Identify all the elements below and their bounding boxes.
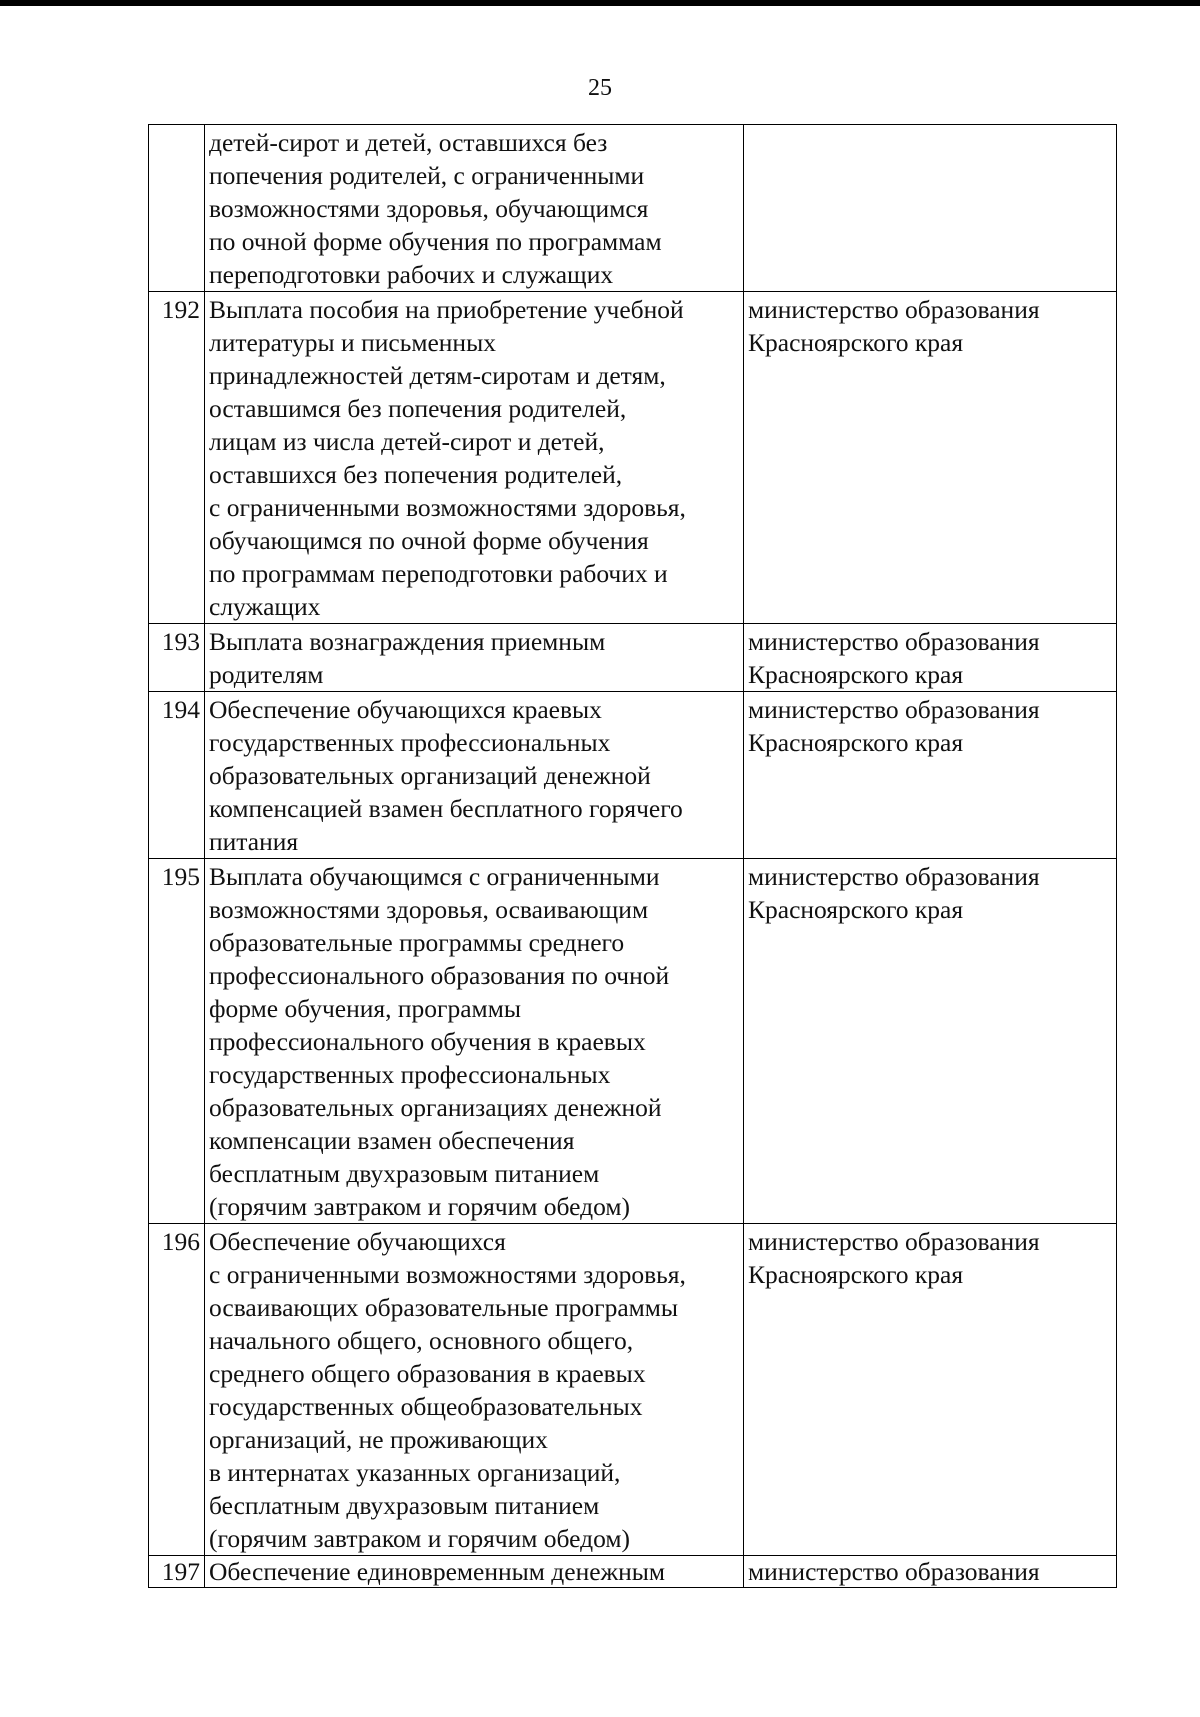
responsible-organization: министерство образования Красноярского края — [744, 292, 1117, 624]
item-description: детей-сирот и детей, оставшихся без попечения родителей, с ограниченными возможностями здоровья, обучающимся по очной форме обучения по программам переподготовки рабочих и служащих — [205, 125, 744, 292]
row-number: 197 — [149, 1556, 205, 1588]
row-number — [149, 125, 205, 292]
responsible-organization: министерство образования Красноярского края — [744, 1224, 1117, 1556]
row-number: 195 — [149, 859, 205, 1224]
item-description: Обеспечение обучающихся с ограниченными возможностями здоровья, осваивающих образовательные программы начального общего, основного общего, среднего общего образования в краевых государственных общеобразовательных организаций, не проживающих в интернатах указанных организаций, бесплатным двухразовым питанием (горячим завтраком и горячим обедом) — [205, 1224, 744, 1556]
table-row — [149, 692, 1117, 859]
table-row — [149, 859, 1117, 1224]
responsible-organization: министерство образования Красноярского края — [744, 692, 1117, 859]
top-border-rule — [0, 0, 1200, 6]
row-number: 192 — [149, 292, 205, 624]
responsible-organization: министерство образования Красноярского края — [744, 859, 1117, 1224]
table-row — [149, 624, 1117, 692]
responsible-organization: министерство образования Красноярского края — [744, 624, 1117, 692]
item-description: Обеспечение единовременным денежным — [205, 1556, 744, 1588]
item-description: Обеспечение обучающихся краевых государственных профессиональных образовательных организаций денежной компенсацией взамен бесплатного горячего питания — [205, 692, 744, 859]
item-description: Выплата обучающимся с ограниченными возможностями здоровья, осваивающим образовательные программы среднего профессионального образования по очной форме обучения, программы профессионального обучения в краевых государственных профессиональных образовательных организациях денежной компенсации взамен обеспечения бесплатным двухразовым питанием (горячим завтраком и горячим обедом) — [205, 859, 744, 1224]
budget-items-table — [148, 124, 1117, 1588]
item-description: Выплата вознаграждения приемным родителям — [205, 624, 744, 692]
table-row — [149, 125, 1117, 292]
table-row — [149, 1224, 1117, 1556]
item-description: Выплата пособия на приобретение учебной литературы и письменных принадлежностей детям-сиротам и детям, оставшимся без попечения родителей, лицам из числа детей-сирот и детей, оставшихся без попечения родителей, с ограниченными возможностями здоровья, обучающимся по очной форме обучения по программам переподготовки рабочих и служащих — [205, 292, 744, 624]
row-number: 194 — [149, 692, 205, 859]
row-number: 193 — [149, 624, 205, 692]
page-number: 25 — [588, 75, 612, 101]
table-row — [149, 292, 1117, 624]
table-row — [149, 1556, 1117, 1588]
row-number: 196 — [149, 1224, 205, 1556]
responsible-organization: министерство образования — [744, 1556, 1117, 1588]
responsible-organization — [744, 125, 1117, 292]
